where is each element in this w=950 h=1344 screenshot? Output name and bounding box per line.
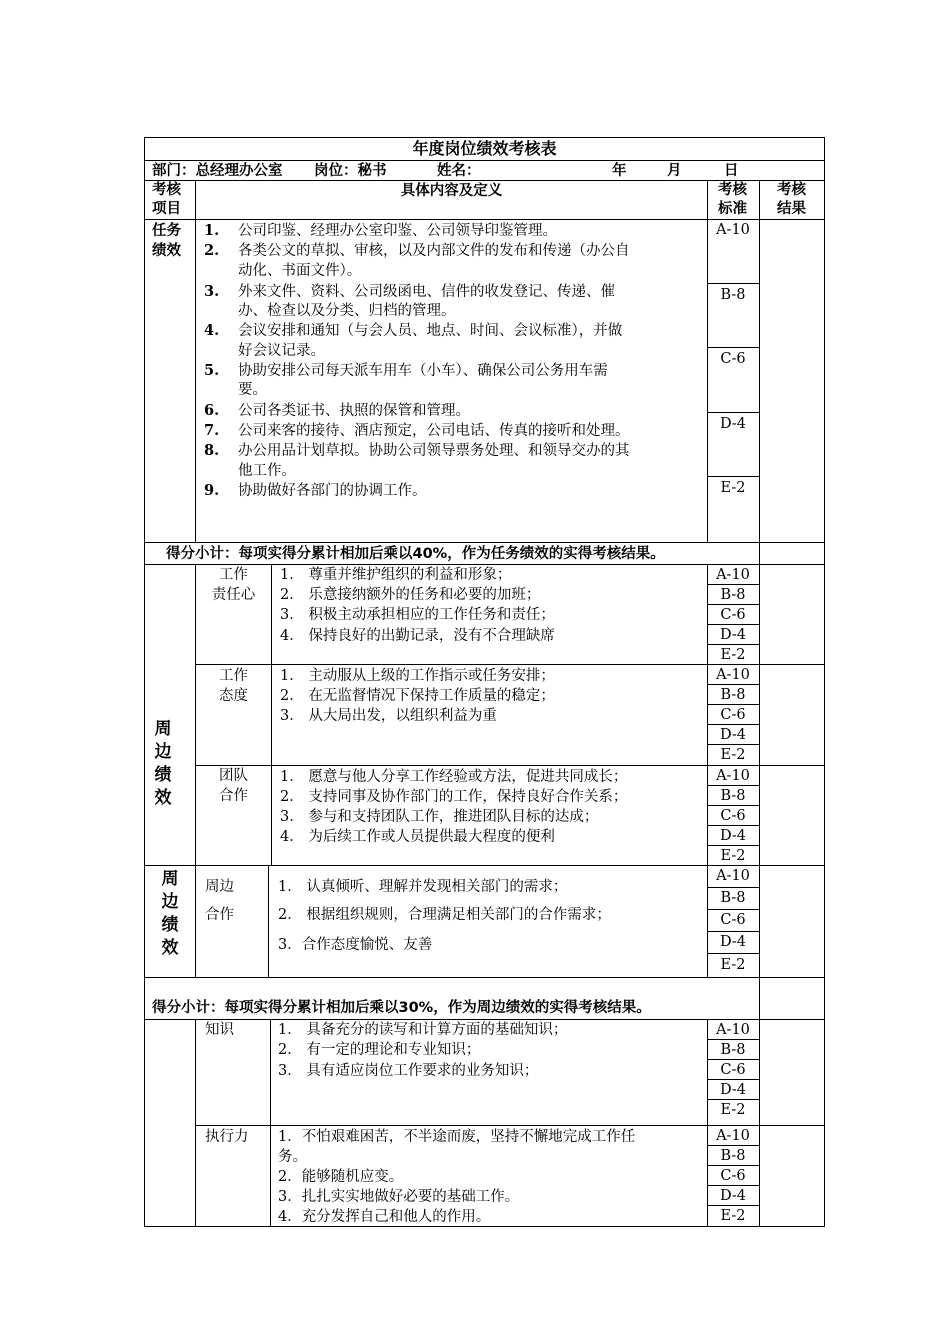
grade-label: A-10 <box>716 667 750 683</box>
col-result-line2: 结果 <box>777 201 806 217</box>
group-name: 执行力 <box>205 1129 249 1145</box>
task-item-num: 1. <box>204 222 220 239</box>
peripheral-label-2: 效 <box>161 938 179 958</box>
peripheral-subtotal: 得分小计：每项实得分累计相加后乘以30%，作为周边绩效的实得考核结果。 <box>152 1000 651 1016</box>
task-item-text: 公司各类证书、执照的保管和管理。 <box>238 403 470 419</box>
group-item: 1． 具备充分的读写和计算方面的基础知识； <box>278 1022 568 1038</box>
grade-label: B-8 <box>720 788 746 804</box>
grade-label: D-4 <box>719 934 747 950</box>
task-item-num: 4. <box>204 322 220 339</box>
group-item: 3． 具有适应岗位工作要求的业务知识； <box>278 1063 539 1079</box>
group-item: 4． 保持良好的出勤记录，没有不合理缺席 <box>280 628 555 644</box>
group-item: 2．能够随机应变。 <box>278 1169 404 1185</box>
grade-label: A-10 <box>716 567 750 583</box>
grade-label: C-6 <box>720 351 746 367</box>
col-standard-line1: 考核 <box>718 182 747 198</box>
task-item-num: 5. <box>204 362 220 379</box>
grade-label: D-4 <box>719 1188 747 1204</box>
group-item: 1． 主动服从上级的工作指示或任务安排； <box>280 668 555 684</box>
task-item-num: 8. <box>204 442 220 459</box>
day-label: 日 <box>724 163 739 179</box>
rule <box>271 564 272 865</box>
group-name: 工作 <box>219 668 248 684</box>
group-item: 2． 有一定的理论和专业知识； <box>278 1042 481 1058</box>
rule <box>270 1019 271 1226</box>
col-result-line1: 考核 <box>777 182 806 198</box>
grade-label: C-6 <box>720 912 746 928</box>
group-item: 3． 参与和支持团队工作，推进团队目标的达成； <box>280 809 599 825</box>
grade-label: E-2 <box>720 747 746 763</box>
group-name: 合作 <box>205 907 234 923</box>
grade-label: C-6 <box>720 1168 746 1184</box>
peripheral-label-2: 边 <box>161 892 179 912</box>
grade-label: B-8 <box>720 687 746 703</box>
task-subtotal: 得分小计：每项实得分累计相加后乘以40%，作为任务绩效的实得考核结果。 <box>166 546 665 562</box>
grade-label: E-2 <box>720 480 746 496</box>
task-item-text: 协助安排公司每天派车用车（小车）、确保公司公务用车需 <box>238 363 608 379</box>
group-item: 1． 尊重并维护组织的利益和形象； <box>280 567 512 583</box>
group-item: 2． 在无监督情况下保持工作质量的稳定； <box>280 688 555 704</box>
grade-label: E-2 <box>720 957 746 973</box>
grade-label: D-4 <box>719 727 747 743</box>
grade-label: D-4 <box>719 1082 747 1098</box>
peripheral-label-2: 周 <box>161 869 179 889</box>
task-item-text: 各类公文的草拟、审核，以及内部文件的发布和传递（办公自 <box>238 243 630 259</box>
task-item-text: 会议安排和通知（与会人员、地点、时间、会议标准），并做 <box>238 323 623 339</box>
task-item-num: 9. <box>204 482 220 499</box>
grade-label: A-10 <box>716 1128 750 1144</box>
rule <box>707 283 759 284</box>
task-item-text: 好会议记录。 <box>238 343 325 359</box>
group-name: 态度 <box>219 688 248 704</box>
page-title: 年度岗位绩效考核表 <box>412 139 557 158</box>
group-item: 4．充分发挥自己和他人的作用。 <box>278 1209 491 1225</box>
month-label: 月 <box>667 163 682 179</box>
rule <box>195 865 196 978</box>
task-item-num: 7. <box>204 422 220 439</box>
grade-label: B-8 <box>720 1042 746 1058</box>
grade-label: E-2 <box>720 647 746 663</box>
grade-label: D-4 <box>719 627 747 643</box>
grade-label: D-4 <box>719 828 747 844</box>
task-item-num: 3. <box>204 283 220 300</box>
group-item: 2． 支持同事及协作部门的工作，保持良好合作关系； <box>280 789 628 805</box>
task-item-num: 2. <box>204 242 220 259</box>
peripheral-label: 绩 <box>154 765 172 785</box>
rule <box>707 953 759 954</box>
grade-label: E-2 <box>720 1102 746 1118</box>
table-border-left <box>144 137 145 1226</box>
task-item-num: 6. <box>204 402 220 419</box>
grade-label: B-8 <box>720 890 746 906</box>
grade-label: C-6 <box>720 808 746 824</box>
task-item-text: 公司印鉴、经理办公室印鉴、公司领导印鉴管理。 <box>238 223 557 239</box>
group-item: 2． 根据组织规则，合理满足相关部门的合作需求； <box>278 907 611 923</box>
rule <box>707 412 759 413</box>
group-item: 1． 愿意与他人分享工作经验或方法，促进共同成长； <box>280 769 628 785</box>
rule <box>268 865 269 978</box>
col-item-line1: 考核 <box>152 182 181 198</box>
group-item: 1．不怕艰难困苦，不半途而废，坚持不懈地完成工作任 <box>278 1129 636 1145</box>
rule <box>759 180 760 1227</box>
grade-label: D-4 <box>719 416 747 432</box>
task-item-text: 他工作。 <box>238 463 296 479</box>
group-item: 4． 为后续工作或人员提供最大程度的便利 <box>280 829 555 845</box>
group-name: 工作 <box>219 567 248 583</box>
group-item: 1． 认真倾听、理解并发现相关部门的需求； <box>278 879 568 895</box>
grade-label: B-8 <box>720 587 746 603</box>
peripheral-label: 周 <box>154 719 172 739</box>
col-content: 具体内容及定义 <box>400 183 503 199</box>
grade-label: E-2 <box>720 1208 746 1224</box>
task-item-text: 要。 <box>238 382 267 398</box>
grade-label: A-10 <box>716 868 750 884</box>
task-label-line1: 任务 <box>152 223 181 239</box>
group-name: 周边 <box>205 879 234 895</box>
rule <box>144 542 825 543</box>
peripheral-label: 边 <box>154 742 172 762</box>
grade-label: B-8 <box>720 287 746 303</box>
grade-label: A-10 <box>716 1022 750 1038</box>
group-name: 知识 <box>205 1022 234 1038</box>
col-standard-line2: 标准 <box>718 201 747 217</box>
group-item: 2． 乐意接纳额外的任务和必要的加班； <box>280 587 541 603</box>
task-item-text: 协助做好各部门的协调工作。 <box>238 483 427 499</box>
group-item: 务。 <box>278 1149 307 1165</box>
grade-label: A-10 <box>716 768 750 784</box>
group-name: 责任心 <box>211 587 256 603</box>
dept-label: 部门：总经理办公室 <box>152 163 283 179</box>
group-item: 3．合作态度愉悦、友善 <box>278 937 433 953</box>
group-item: 3． 积极主动承担相应的工作任务和责任； <box>280 607 555 623</box>
task-item-text: 动化、书面文件）。 <box>238 263 362 279</box>
grade-label: E-2 <box>720 848 746 864</box>
table-border-top <box>144 137 825 138</box>
rule <box>195 1019 196 1226</box>
rule <box>144 977 825 978</box>
peripheral-label: 效 <box>154 788 172 808</box>
group-name: 团队 <box>219 768 248 784</box>
grade-label: C-6 <box>720 1062 746 1078</box>
task-item-text: 办、检查以及分类、归档的管理。 <box>238 303 456 319</box>
rule <box>707 347 759 348</box>
task-label-line2: 绩效 <box>152 243 181 259</box>
rule <box>195 564 196 865</box>
grade-label: C-6 <box>720 607 746 623</box>
col-item-line2: 项目 <box>152 201 181 217</box>
grade-label: A-10 <box>716 222 750 238</box>
group-item: 3． 从大局出发，以组织利益为重 <box>280 708 497 724</box>
group-item: 3．扎扎实实地做好必要的基础工作。 <box>278 1189 520 1205</box>
rule <box>195 180 196 543</box>
task-item-text: 公司来客的接待、酒店预定，公司电话、传真的接听和处理。 <box>238 423 630 439</box>
rule <box>707 476 759 477</box>
year-label: 年 <box>612 163 627 179</box>
group-name: 合作 <box>219 788 248 804</box>
peripheral-label-2: 绩 <box>161 915 179 935</box>
task-item-text: 办公用品计划草拟。协助公司领导票务处理、和领导交办的其 <box>238 443 630 459</box>
grade-label: B-8 <box>720 1148 746 1164</box>
position-label: 岗位：秘书 <box>314 163 387 179</box>
task-item-text: 外来文件、资料、公司级函电、信件的收发登记、传递、催 <box>238 284 615 300</box>
table-border-right <box>824 137 825 1227</box>
grade-label: C-6 <box>720 707 746 723</box>
name-label: 姓名： <box>437 163 481 179</box>
